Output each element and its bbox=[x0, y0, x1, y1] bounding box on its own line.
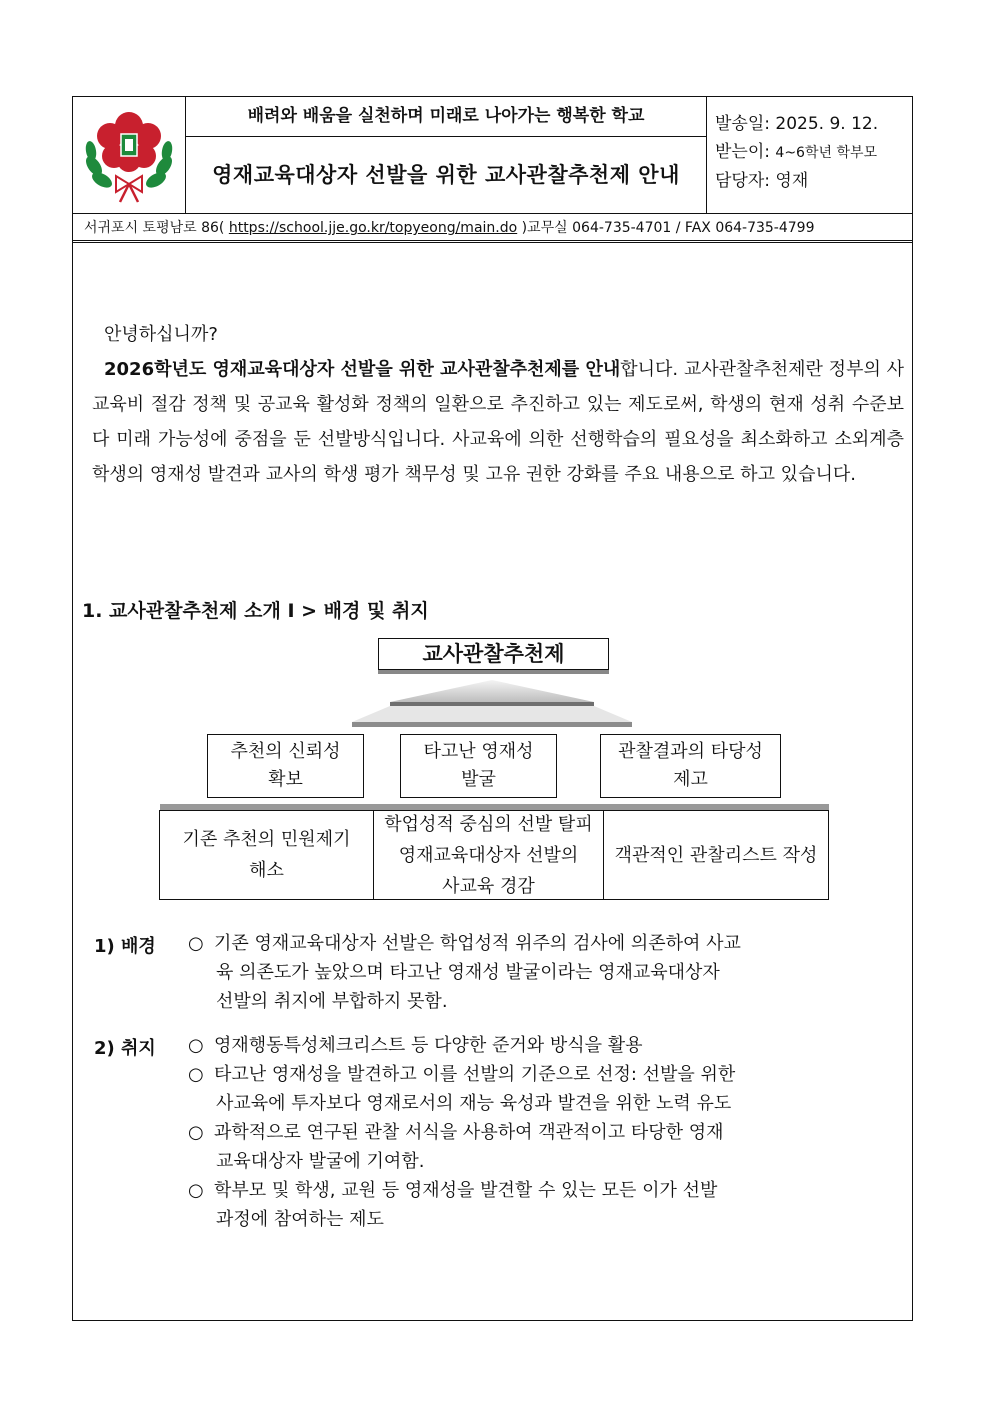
purpose-item bbox=[188, 1031, 828, 1060]
recipient: 4~6학년 학부모 bbox=[775, 145, 878, 161]
middle-box-giftedness bbox=[400, 734, 557, 798]
purpose-item-line2: 사교육에 투자보다 영재로서의 재능 육성과 발견을 위한 노력 유도 bbox=[216, 1093, 732, 1114]
document-title: 영재교육대상자 선발을 위한 교사관찰추천제 안내 bbox=[212, 163, 680, 187]
school-emblem-icon bbox=[72, 96, 186, 213]
middle-box-line2: 제고 bbox=[673, 769, 708, 790]
bullet-circle-icon: ○ bbox=[188, 933, 204, 954]
purpose-item-line2: 과정에 참여하는 제도 bbox=[216, 1209, 384, 1230]
bottom-cell-line3: 사교육 경감 bbox=[442, 875, 535, 897]
bullet-circle-icon: ○ bbox=[188, 1035, 204, 1056]
purpose-item-line1: 타고난 영재성을 발견하고 이를 선발의 기준으로 선정: 선발을 위한 bbox=[214, 1064, 736, 1085]
address-prefix: 서귀포시 토평남로 86( bbox=[84, 220, 229, 236]
purpose-item-line1: 학부모 및 학생, 교원 등 영재성을 발견할 수 있는 모든 이가 선발 bbox=[214, 1180, 718, 1201]
middle-box-line1: 추천의 신뢰성 bbox=[230, 741, 341, 762]
recipient-label: 받는이: bbox=[715, 142, 776, 162]
person-in-charge: 담당자: 영재 bbox=[715, 171, 809, 191]
middle-box-line1: 타고난 영재성 bbox=[423, 741, 534, 762]
section-heading: 1. 교사관찰추천제 소개 I > 배경 및 취지 bbox=[82, 600, 429, 622]
middle-box-validity bbox=[600, 734, 781, 798]
letterhead bbox=[72, 96, 913, 213]
diagram-title-shadow bbox=[378, 670, 609, 674]
bottom-cell-line1: 학업성적 중심의 선발 탈피 bbox=[384, 813, 593, 835]
background-item bbox=[188, 929, 828, 1016]
bottom-cell-line2: 영재교육대상자 선발의 bbox=[398, 844, 579, 866]
pyramid-arrow-icon bbox=[350, 676, 634, 728]
middle-box-line2: 확보 bbox=[268, 769, 303, 790]
bullet-circle-icon: ○ bbox=[188, 1122, 204, 1143]
bullet-circle-icon: ○ bbox=[188, 1064, 204, 1085]
purpose-label: 2) 취지 bbox=[94, 1038, 156, 1059]
sent-date: 발송일: 2025. 9. 12. bbox=[715, 114, 879, 134]
diagram-title: 교사관찰추천제 bbox=[378, 638, 609, 670]
bottom-cell-private-education bbox=[374, 811, 604, 899]
intro-paragraph bbox=[92, 352, 904, 492]
purpose-item-line2: 교육대상자 발굴에 기여함. bbox=[216, 1151, 425, 1172]
document-meta bbox=[707, 96, 913, 213]
middle-box-line1: 관찰결과의 타당성 bbox=[618, 741, 763, 762]
bottom-cell-line1: 기존 추천의 민원제기 bbox=[182, 829, 351, 850]
title-block bbox=[186, 96, 707, 213]
purpose-item bbox=[188, 1060, 828, 1118]
bottom-table bbox=[159, 810, 829, 900]
purpose-item-line1: 과학적으로 연구된 관찰 서식을 사용하여 객관적이고 타당한 영재 bbox=[214, 1122, 724, 1143]
bottom-cell-line2: 해소 bbox=[249, 860, 284, 881]
intro-text: 합니다. 교사관찰추천제란 정부의 사교육비 절감 정책 및 공교육 활성화 정책의 일환으로 추진하고 있는 제도로써, 학생의 현재 성취 수준보다 미래 가능성에 중점을 둔 선발방식입니다. 사교육에 의한 선행학습의 필요성을 최소화하고 소외계층 학생의 영재성 발견과 교사의 학생 평가 책무성 및 고유 권한 강화를 주요 내용으로 하고 있습니다. bbox=[92, 359, 904, 485]
intro-bold: 2026학년도 영재교육대상자 선발을 위한 교사관찰추천제를 안내 bbox=[104, 359, 621, 380]
middle-box-reliability bbox=[207, 734, 364, 798]
bottom-cell-complaints bbox=[160, 811, 374, 899]
background-label: 1) 배경 bbox=[94, 936, 156, 957]
purpose-item bbox=[188, 1176, 828, 1234]
background-line2: 육 의존도가 높았으며 타고난 영재성 발굴이라는 영재교육대상자 bbox=[216, 962, 720, 983]
background-line1: 기존 영재교육대상자 선발은 학업성적 위주의 검사에 의존하여 사교 bbox=[214, 933, 741, 954]
purpose-item bbox=[188, 1118, 828, 1176]
school-logo bbox=[72, 96, 186, 213]
middle-box-line2: 발굴 bbox=[461, 769, 496, 790]
bullet-circle-icon: ○ bbox=[188, 1180, 204, 1201]
address-suffix: )교무실 064-735-4701 / FAX 064-735-4799 bbox=[517, 220, 815, 236]
background-line3: 선발의 취지에 부합하지 못함. bbox=[216, 991, 448, 1012]
recipient-line bbox=[715, 138, 913, 167]
purpose-list bbox=[188, 1031, 828, 1234]
address-bar bbox=[72, 213, 913, 243]
bottom-cell-checklist bbox=[604, 811, 828, 899]
school-motto: 배려와 배움을 실천하며 미래로 나아가는 행복한 학교 bbox=[186, 96, 706, 137]
greeting: 안녕하십니까? bbox=[104, 324, 218, 345]
school-url-link[interactable]: https://school.jje.go.kr/topyeong/main.do bbox=[228, 220, 518, 236]
bottom-cell-line1: 객관적인 관찰리스트 작성 bbox=[614, 844, 818, 866]
purpose-item-line1: 영재행동특성체크리스트 등 다양한 준거와 방식을 활용 bbox=[214, 1035, 643, 1056]
